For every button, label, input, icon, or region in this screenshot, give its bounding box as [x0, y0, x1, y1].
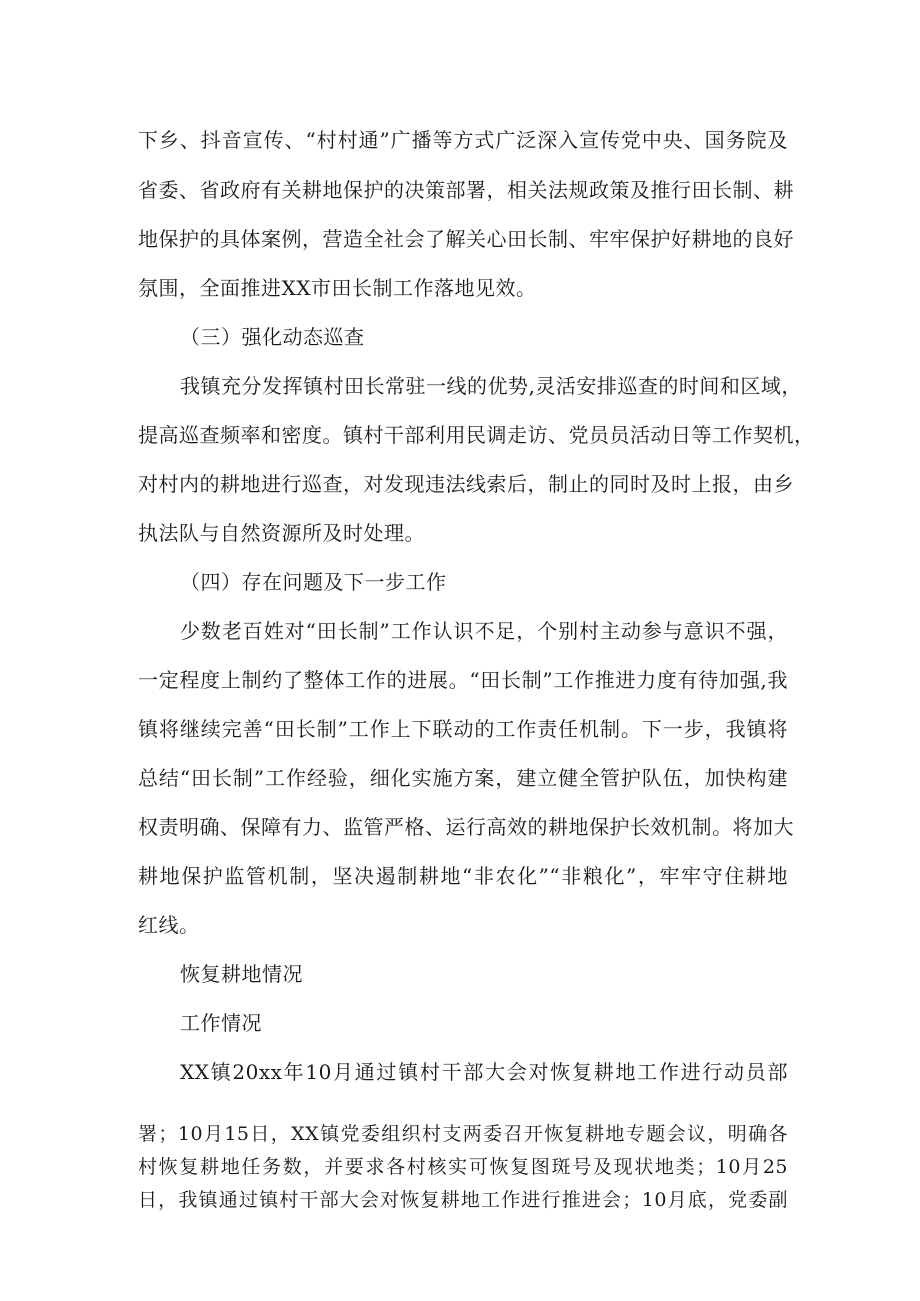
paragraph-3-line-1: 少数老百姓对“田长制”工作认识不足，个别村主动参与意识不强， [180, 619, 788, 643]
section-heading-work-status: 工作情况 [180, 1011, 262, 1035]
section-heading-restore-farmland: 恢复耕地情况 [180, 962, 303, 986]
paragraph-3-line-5: 权责明确、保障有力、监管严格、运行高效的耕地保护长效机制。将加大 [138, 815, 794, 839]
paragraph-2-line-3: 对村内的耕地进行巡查，对发现违法线索后，制止的同时及时上报，由乡 [138, 472, 794, 496]
paragraph-1-line-2: 省委、省政府有关耕地保护的决策部署，相关法规政策及推行田长制、耕 [138, 178, 794, 202]
paragraph-4-line-4: 日，我镇通过镇村干部大会对恢复耕地工作进行推进会；10月底，党委副 [138, 1189, 788, 1211]
paragraph-1-line-4: 氛围，全面推进XX市田长制工作落地见效。 [138, 276, 537, 300]
paragraph-4-line-3: 村恢复耕地任务数，并要求各村核实可恢复图斑号及现状地类；10月25 [138, 1156, 788, 1178]
paragraph-2-line-2: 提高巡查频率和密度。镇村干部利用民调走访、党员员活动日等工作契机， [138, 423, 815, 447]
section-heading-3: （三）强化动态巡查 [180, 325, 365, 349]
paragraph-3-line-3: 镇将继续完善“田长制”工作上下联动的工作责任机制。下一步，我镇将 [138, 717, 788, 741]
paragraph-4-line-1: XX镇20xx年10月通过镇村干部大会对恢复耕地工作进行动员部 [180, 1060, 788, 1084]
section-heading-4: （四）存在问题及下一步工作 [180, 570, 447, 594]
paragraph-4-line-2: 署；10月15日，XX镇党委组织村支两委召开恢复耕地专题会议，明确各 [138, 1123, 788, 1145]
paragraph-3-line-6: 耕地保护监管机制，坚决遏制耕地“非农化”“非粮化”，牢牢守住耕地 [138, 864, 788, 888]
paragraph-3-line-7: 红线。 [138, 913, 200, 937]
paragraph-2-line-1: 我镇充分发挥镇村田长常驻一线的优势,灵活安排巡查的时间和区域， [180, 374, 802, 398]
paragraph-1-line-3: 地保护的具体案例，营造全社会了解关心田长制、牢牢保护好耕地的良好 [138, 227, 794, 251]
paragraph-3-line-4: 总结“田长制”工作经验，细化实施方案，建立健全管护队伍，加快构建 [138, 766, 788, 790]
paragraph-3-line-2: 一定程度上制约了整体工作的进展。“田长制”工作推进力度有待加强,我 [138, 668, 788, 692]
paragraph-1-line-1: 下乡、抖音宣传、“村村通”广播等方式广泛深入宣传党中央、国务院及 [138, 128, 788, 152]
paragraph-2-line-4: 执法队与自然资源所及时处理。 [138, 521, 425, 545]
